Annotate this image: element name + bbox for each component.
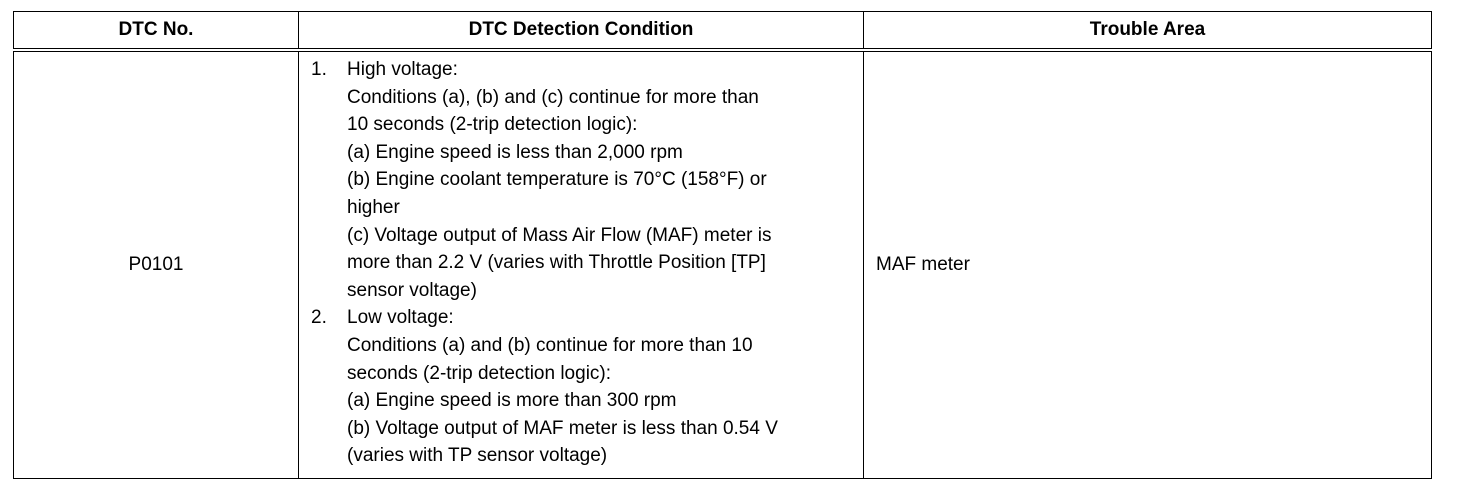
table-row bbox=[14, 50, 1432, 478]
header-detection-condition: DTC Detection Condition bbox=[299, 12, 864, 51]
condition-line: (c) Voltage output of Mass Air Flow (MAF) meter is bbox=[347, 224, 772, 246]
table-body bbox=[14, 50, 1432, 478]
detection-condition-cell bbox=[299, 50, 864, 478]
condition-line: (varies with TP sensor voltage) bbox=[347, 445, 608, 467]
condition-item-2 bbox=[311, 304, 855, 470]
condition-line: Low voltage: bbox=[347, 307, 454, 329]
condition-line: Conditions (a), (b) and (c) continue for more than bbox=[347, 86, 759, 108]
condition-line: sensor voltage) bbox=[347, 279, 477, 301]
condition-line: more than 2.2 V (varies with Throttle Position [TP] bbox=[347, 252, 766, 274]
dtc-code-cell: P0101 bbox=[14, 50, 299, 478]
condition-body bbox=[347, 304, 855, 470]
condition-line: higher bbox=[347, 196, 400, 218]
trouble-area-cell: MAF meter bbox=[864, 50, 1432, 478]
condition-line: seconds (2-trip detection logic): bbox=[347, 362, 612, 384]
header-trouble-area: Trouble Area bbox=[864, 12, 1432, 51]
dtc-table bbox=[13, 11, 1432, 479]
condition-line: (a) Engine speed is less than 2,000 rpm bbox=[347, 141, 683, 163]
header-row bbox=[14, 12, 1432, 51]
condition-line: High voltage: bbox=[347, 59, 458, 80]
condition-item-1 bbox=[311, 56, 855, 304]
condition-body bbox=[347, 56, 855, 304]
condition-line: 10 seconds (2-trip detection logic): bbox=[347, 114, 638, 136]
condition-line: Conditions (a) and (b) continue for more than 10 bbox=[347, 334, 753, 356]
table-header bbox=[14, 12, 1432, 51]
condition-line: (a) Engine speed is more than 300 rpm bbox=[347, 390, 677, 412]
condition-line: (b) Engine coolant temperature is 70°C (158°F) or bbox=[347, 169, 767, 191]
header-dtc-no: DTC No. bbox=[14, 12, 299, 51]
condition-number: 2. bbox=[311, 307, 327, 329]
condition-number: 1. bbox=[311, 59, 327, 80]
condition-line: (b) Voltage output of MAF meter is less than 0.54 V bbox=[347, 417, 778, 439]
